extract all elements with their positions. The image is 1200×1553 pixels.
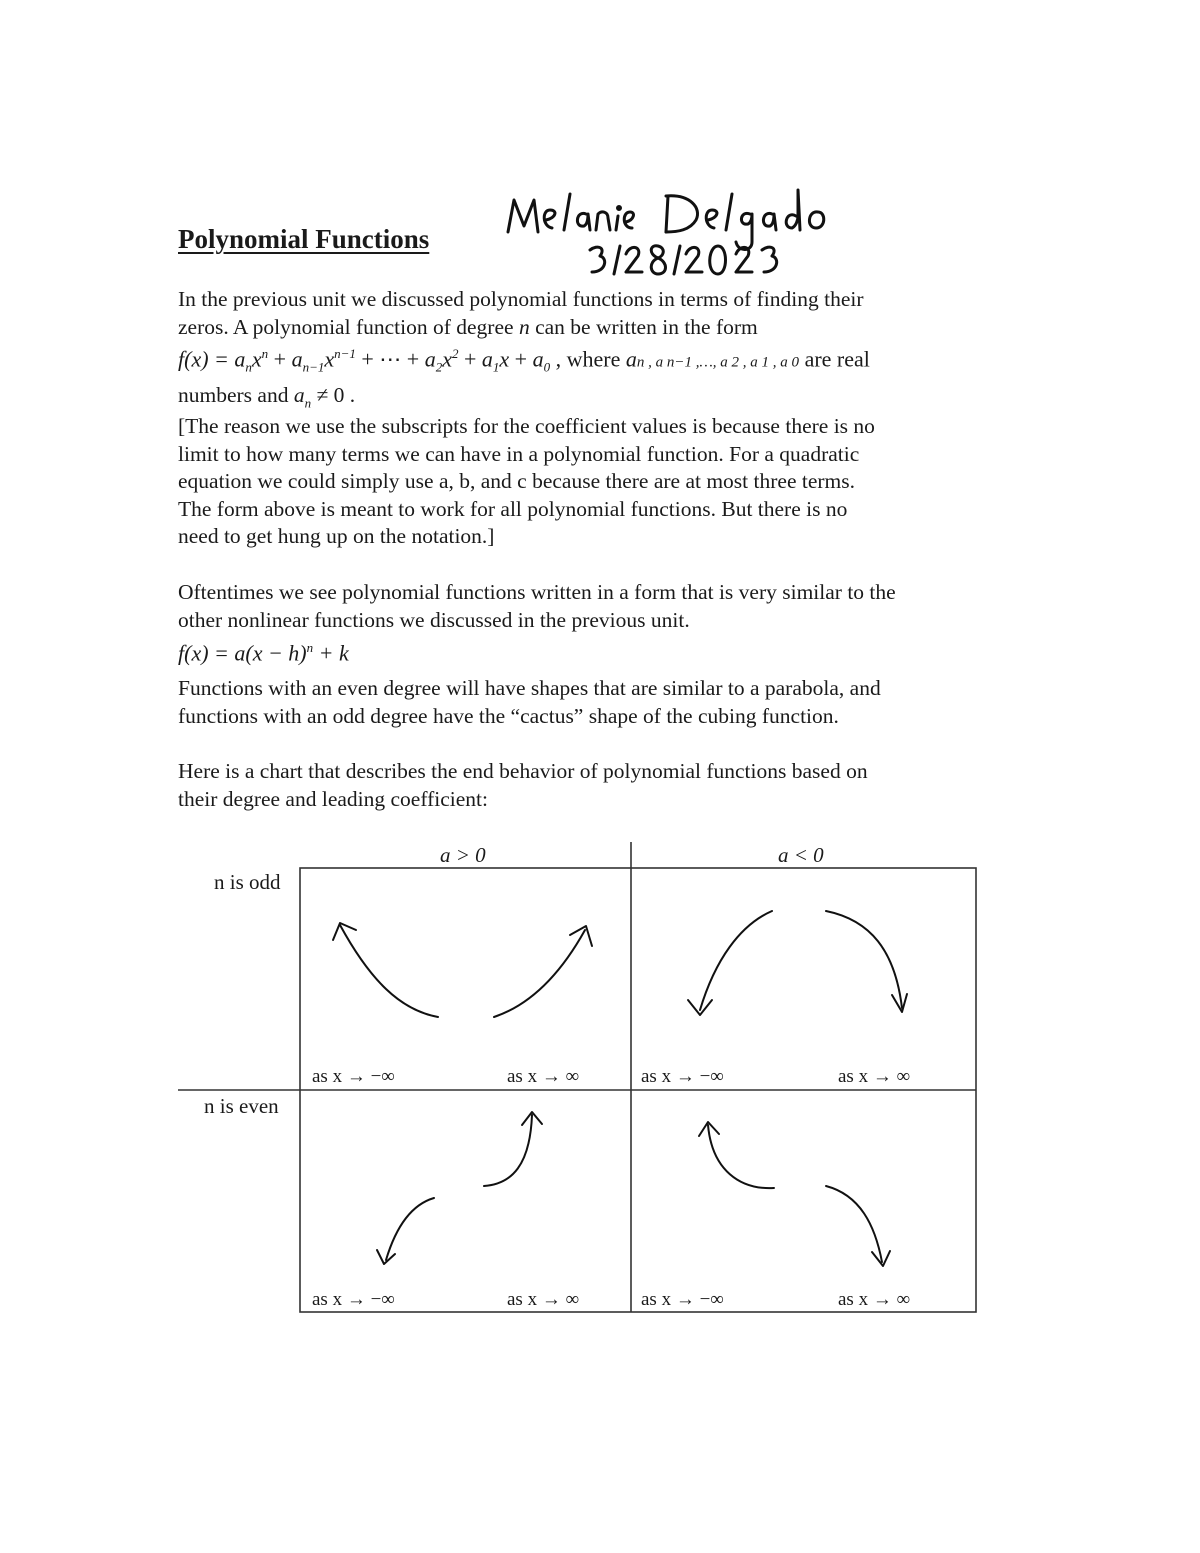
vertex-form-text: f(x) = a(x − h) [178, 640, 307, 666]
formula-x: x [442, 346, 452, 372]
condition-rest: ≠ 0 . [311, 383, 356, 407]
vertex-form-formula [178, 640, 349, 666]
formula-sub: 0 [543, 359, 551, 375]
col-header-negative: a < 0 [778, 843, 824, 867]
formula-term: a [234, 346, 246, 372]
page-title: Polynomial Functions [178, 224, 430, 254]
shape-line: functions with an odd degree have the “cactus” shape of the cubing function. [178, 703, 839, 728]
formula-sup: n [261, 346, 269, 361]
formula-term: a [532, 346, 544, 372]
condition-coefficient: a [293, 383, 305, 407]
shape-paragraph [178, 675, 988, 730]
cell-label-left: as x → −∞ [641, 1289, 724, 1310]
arrow-even-positive-right [484, 1115, 532, 1186]
chart-intro-line: their degree and leading coefficient: [178, 786, 489, 811]
coefficient-list-rest: n , a n−1 ,…, a 2 , a 1 , a 0 [636, 354, 800, 371]
row-header-odd: n is odd [214, 870, 281, 894]
arrowhead-even-negative-right [872, 1251, 890, 1266]
cell-label-left: as x → −∞ [312, 1066, 395, 1087]
cell-label-right: as x → ∞ [507, 1066, 580, 1087]
vertex-form-paragraph [178, 579, 988, 634]
numbers-text: numbers and [178, 383, 294, 407]
formula-plus: + [458, 346, 482, 372]
arrow-even-positive-left [386, 1198, 434, 1260]
formula-sup: n−1 [334, 346, 356, 361]
vertex-form-line: Oftentimes we see polynomial functions written in a form that is very similar to the [178, 580, 896, 604]
row-header-even: n is even [204, 1094, 279, 1118]
arrow-even-negative-left [708, 1125, 774, 1188]
arrowhead-even-negative-left [699, 1122, 719, 1136]
formula-x: x [324, 346, 335, 372]
arrow-odd-negative-left [700, 911, 772, 1010]
notation-line: equation we could simply use a, b, and c because there are at most three terms. [178, 469, 856, 494]
numbers-condition-line [178, 382, 988, 417]
coefficient-list: a [625, 346, 637, 372]
cell-label-left: as x → −∞ [641, 1066, 724, 1087]
formula-x: x [499, 346, 510, 372]
arrowhead-even-positive-left [377, 1250, 395, 1264]
formula-plus: + [268, 346, 292, 372]
intro-line-1: In the previous unit we discussed polynomial functions in terms of finding their [178, 287, 864, 311]
formula-x: x [251, 346, 262, 372]
formula-sub: n [245, 359, 252, 375]
intro-line-2 [178, 314, 988, 342]
notation-paragraph [178, 413, 988, 551]
notation-line: [The reason we use the subscripts for the coefficient values is because there is no [178, 414, 875, 438]
cell-label-right: as x → ∞ [838, 1289, 911, 1310]
intro-paragraph [178, 286, 988, 341]
formula-term: a [481, 346, 493, 372]
arrowhead-odd-negative-left [688, 1000, 712, 1015]
arrowhead-odd-positive-left [333, 923, 356, 940]
arrow-even-negative-right [826, 1186, 882, 1262]
formula-sub: 2 [435, 359, 443, 375]
intro-line-2-tail: can be written in the form [529, 314, 758, 339]
cell-label-left: as x → −∞ [312, 1289, 395, 1310]
cell-label-right: as x → ∞ [838, 1066, 911, 1087]
shape-line: Functions with an even degree will have shapes that are similar to a parabola, and [178, 676, 881, 700]
arrow-odd-positive-left [340, 925, 438, 1017]
formula-term: a [424, 346, 436, 372]
vertex-form-line: other nonlinear functions we discussed in the previous unit. [178, 607, 690, 632]
formula-term: a [291, 346, 303, 372]
arrowhead-odd-positive-right [570, 926, 592, 946]
formula-sup: 2 [451, 346, 459, 361]
formula-sub: 1 [492, 359, 500, 375]
degree-variable: n [518, 314, 530, 339]
formula-are-real: are real [799, 346, 870, 372]
formula-lhs: f(x) = [178, 346, 235, 372]
col-header-positive: a > 0 [440, 843, 486, 867]
formula-where: , where [550, 346, 626, 372]
formula-plus: + [509, 346, 533, 372]
arrow-odd-negative-right [826, 911, 902, 1008]
notation-line: The form above is meant to work for all polynomial functions. But there is no [178, 496, 848, 521]
notation-line: limit to how many terms we can have in a polynomial function. For a quadratic [178, 441, 860, 466]
formula-dots: + ⋯ + [355, 346, 425, 372]
chart-border [300, 868, 976, 1312]
arrow-odd-positive-right [494, 930, 585, 1017]
general-form-formula [178, 346, 870, 376]
vertex-form-tail: + k [313, 640, 349, 666]
arrowhead-odd-negative-right [892, 994, 907, 1012]
handwritten-signature [490, 180, 870, 290]
chart-intro-line: Here is a chart that describes the end behavior of polynomial functions based on [178, 759, 868, 783]
condition-sub: n [304, 395, 312, 411]
chart-intro-paragraph [178, 758, 988, 813]
intro-line-2-text: zeros. A polynomial function of degree [178, 314, 519, 339]
cell-label-right: as x → ∞ [507, 1289, 580, 1310]
notation-line: need to get hung up on the notation.] [178, 524, 495, 549]
arrowhead-even-positive-right [522, 1112, 542, 1125]
formula-sub: n−1 [302, 359, 325, 375]
vertex-form-sup: n [306, 640, 314, 655]
